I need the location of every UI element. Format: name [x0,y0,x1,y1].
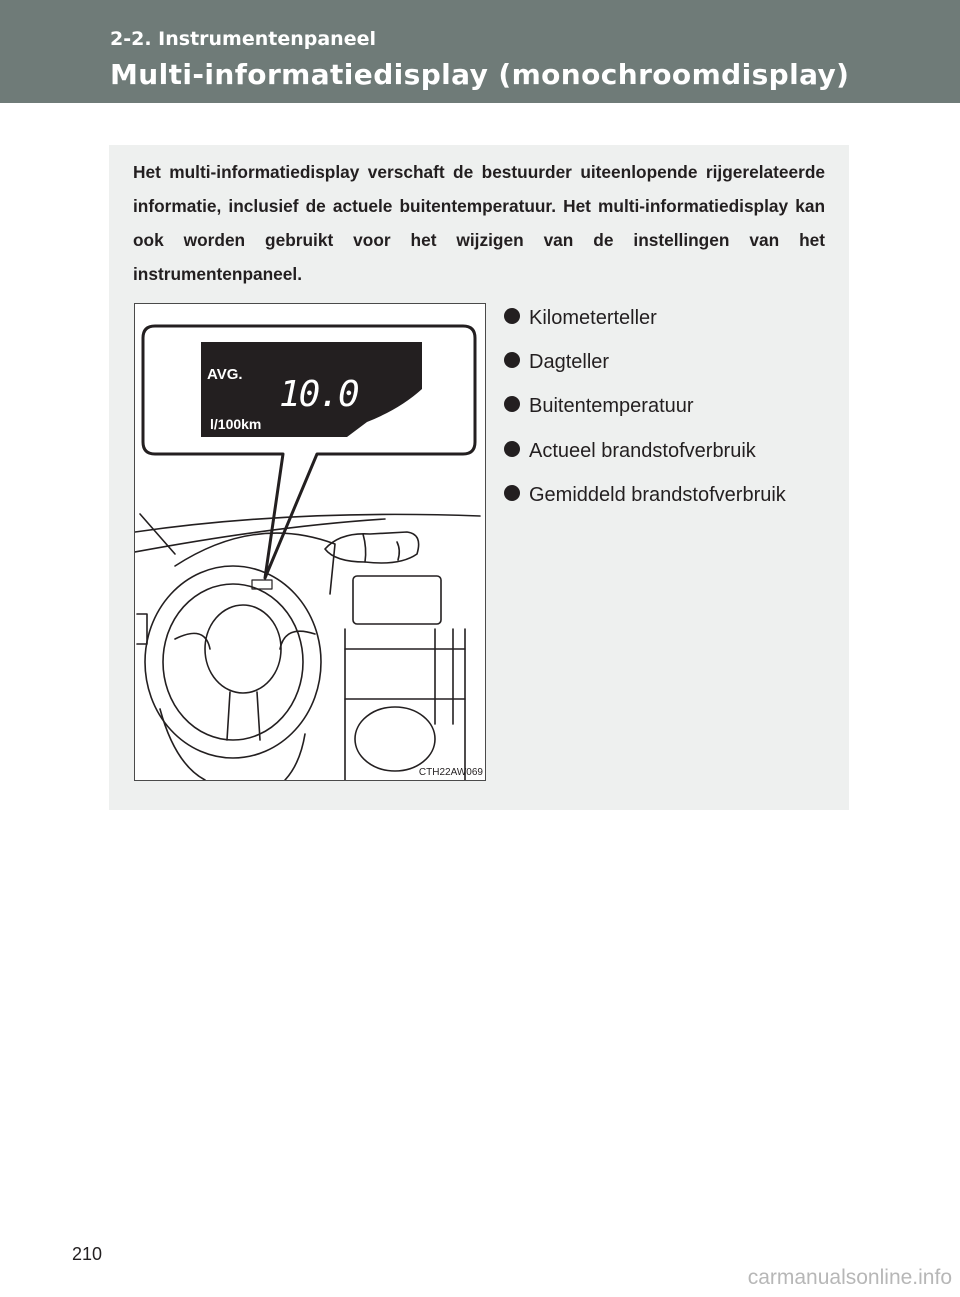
dashboard-illustration [134,303,486,781]
display-mode-label: AVG. [207,366,243,383]
list-item [504,436,786,480]
info-panel [109,145,849,810]
list-item-label: Gemiddeld brandstofverbruik [529,483,786,506]
page-number: 210 [72,1244,103,1264]
display-items-list [504,303,786,524]
list-item [504,303,786,347]
display-unit: l/100km [210,416,262,432]
list-item [504,347,786,391]
list-item-label: Kilometerteller [529,307,657,329]
section-label: 2-2. Instrumentenpaneel [110,28,376,50]
page-header [0,0,960,103]
list-item [504,391,786,435]
bullet-icon [504,441,520,457]
list-item [504,480,786,524]
watermark: carmanualsonline.info [747,1266,952,1289]
list-item-label: Actueel brandstofverbruik [529,439,756,462]
list-item-label: Dagteller [529,351,610,374]
list-item-label: Buitentemperatuur [529,395,694,418]
figure-code: CTH22AW069 [418,767,483,778]
bullet-icon [504,352,520,368]
bullet-icon [504,485,520,501]
page-title: Multi-informatiedisplay (monochroomdisplay) [110,58,850,91]
bullet-icon [504,396,520,412]
display-value: 10.0 [279,374,358,415]
bullet-icon [504,308,520,324]
intro-text: Het multi-informatiedisplay verschaft de bestuurder uiteenlopende rijgerelateerde informatie, inclusief de actuele buitentemperatuur. Het multi-informatiedisplay kan ook worden gebruikt voor het wijzigen van de instellingen van het instrumentenpaneel. [133,162,825,284]
